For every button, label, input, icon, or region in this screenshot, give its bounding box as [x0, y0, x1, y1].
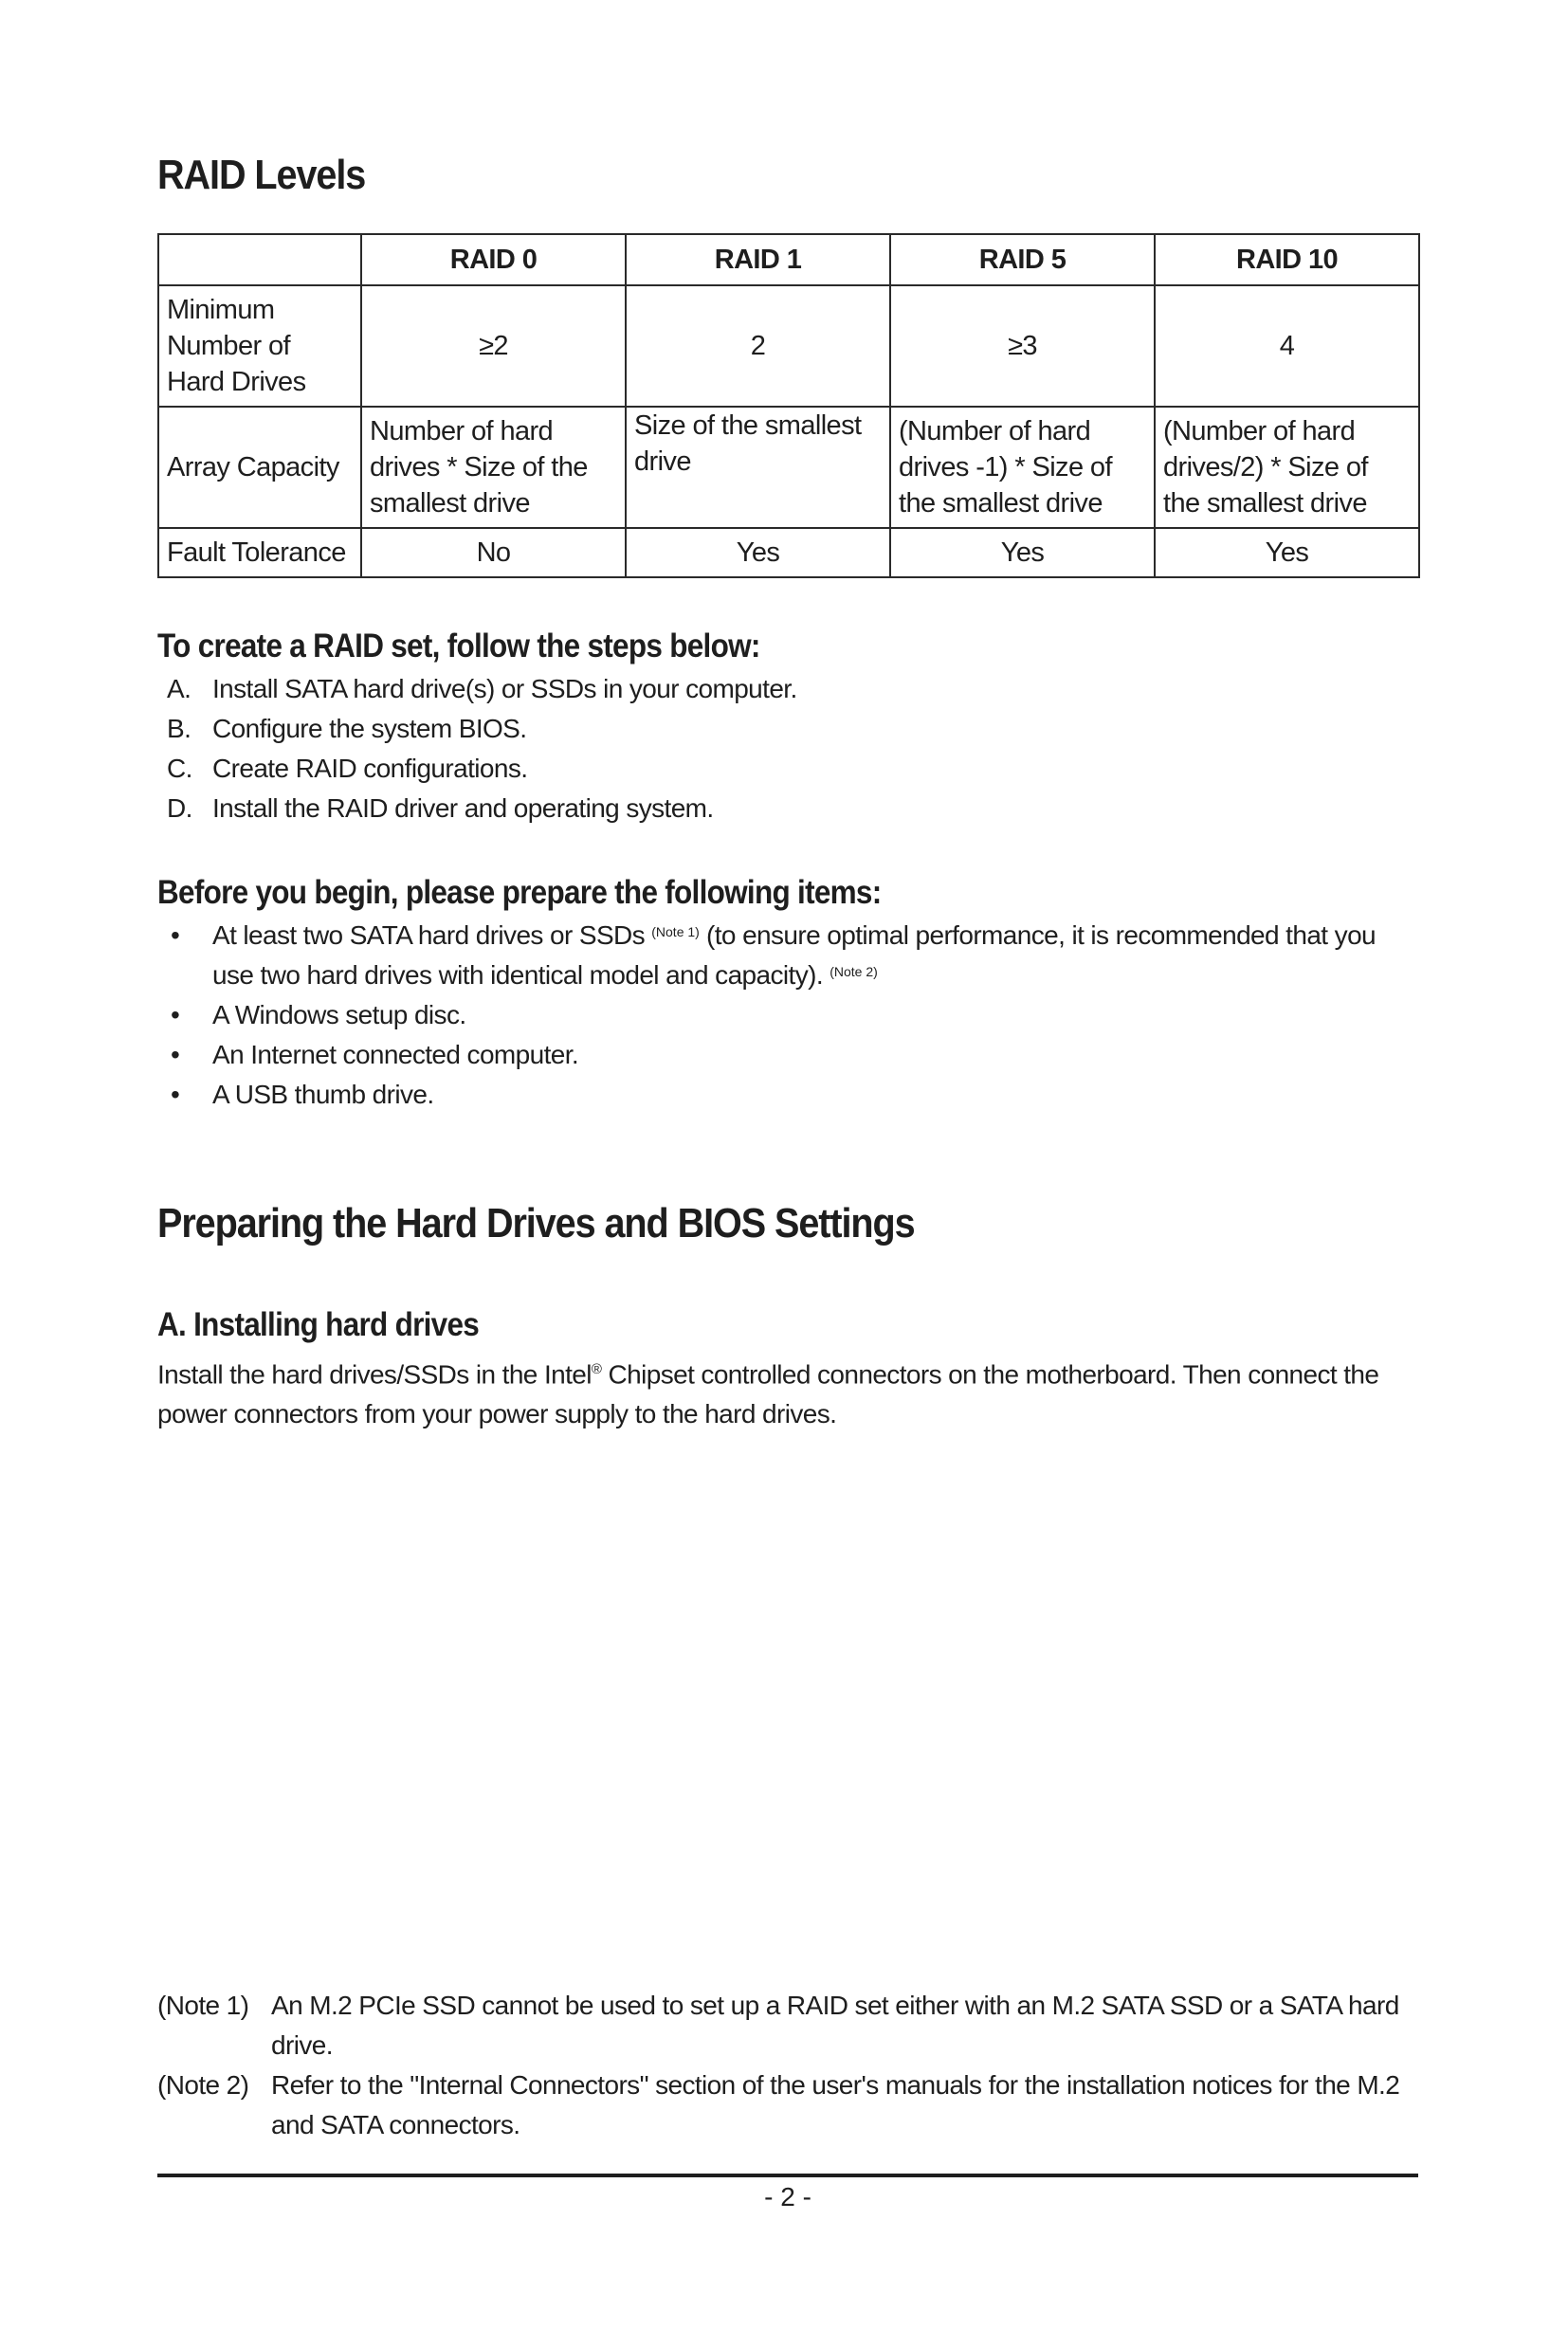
- list-item-text: At least two SATA hard drives or SSDs: [212, 920, 646, 950]
- page-number: - 2 -: [764, 2182, 811, 2211]
- list-item: [157, 749, 1418, 789]
- table-cell: 2: [626, 285, 890, 407]
- create-steps-heading: To create a RAID set, follow the steps below:: [157, 628, 760, 664]
- footnotes: [157, 1986, 1418, 2145]
- list-item: [157, 709, 1418, 749]
- list-marker: B.: [167, 714, 191, 743]
- bullet-marker: •: [171, 1080, 180, 1109]
- table-cell: 4: [1155, 285, 1419, 407]
- list-item: [157, 916, 1418, 995]
- paragraph-text: Chipset controlled connectors on the motherboard. Then connect the power connectors from your power supply to the hard drives.: [157, 1359, 1379, 1429]
- row-label: Minimum Number of Hard Drives: [158, 285, 361, 407]
- list-item-text: A USB thumb drive.: [212, 1080, 434, 1109]
- table-cell: Yes: [1155, 528, 1419, 577]
- note-reference: (Note 2): [830, 964, 878, 979]
- bullet-marker: •: [171, 920, 180, 950]
- footnote-label: (Note 1): [157, 1991, 249, 2020]
- bullet-marker: •: [171, 1000, 180, 1029]
- table-cell: ≥3: [890, 285, 1155, 407]
- list-item-text: (to ensure optimal performance, it is recommended that you use two hard drives with identical model and capacity).: [212, 920, 1377, 990]
- table-cell: No: [361, 528, 626, 577]
- bullet-marker: •: [171, 1040, 180, 1069]
- list-item-text: Install the RAID driver and operating system.: [212, 793, 714, 823]
- prepare-items-heading: Before you begin, please prepare the following items:: [157, 874, 882, 911]
- table-cell: Yes: [626, 528, 890, 577]
- footnote-item: [157, 2065, 1418, 2145]
- table-header-row: [158, 234, 1419, 285]
- list-item: [157, 789, 1418, 828]
- installing-drives-heading: A. Installing hard drives: [157, 1306, 480, 1343]
- table-header-cell: RAID 1: [626, 234, 890, 285]
- row-label: Array Capacity: [158, 407, 361, 528]
- table-cell: ≥2: [361, 285, 626, 407]
- table-row: [158, 528, 1419, 577]
- footer-divider: [157, 2174, 1418, 2177]
- preparing-section-title: Preparing the Hard Drives and BIOS Settings: [157, 1200, 915, 1246]
- footnote-item: [157, 1986, 1418, 2065]
- table-header-cell: RAID 0: [361, 234, 626, 285]
- list-item-text: Configure the system BIOS.: [212, 714, 527, 743]
- table-cell: Size of the smallest drive: [626, 407, 890, 528]
- table-header-cell: RAID 10: [1155, 234, 1419, 285]
- list-item: [157, 1035, 1418, 1075]
- list-item: [157, 995, 1418, 1035]
- raid-levels-table: [157, 233, 1420, 578]
- list-item: [157, 669, 1418, 709]
- registered-mark: ®: [591, 1361, 602, 1377]
- list-item-text: A Windows setup disc.: [212, 1000, 466, 1029]
- paragraph-text: Install the hard drives/SSDs in the Intel: [157, 1359, 592, 1390]
- table-header-cell: RAID 5: [890, 234, 1155, 285]
- table-cell: (Number of hard drives/2) * Size of the smallest drive: [1155, 407, 1419, 528]
- list-marker: D.: [167, 793, 192, 823]
- footnote-label: (Note 2): [157, 2070, 249, 2100]
- create-steps-list: [157, 669, 1418, 828]
- raid-levels-title: RAID Levels: [157, 152, 366, 198]
- table-row: [158, 407, 1419, 528]
- footnote-text: Refer to the "Internal Connectors" section of the user's manuals for the installation notices for the M.2 and SATA connectors.: [271, 2070, 1400, 2139]
- list-marker: C.: [167, 754, 192, 783]
- list-item-text: Install SATA hard drive(s) or SSDs in your computer.: [212, 674, 797, 703]
- table-cell: Yes: [890, 528, 1155, 577]
- prepare-items-list: [157, 916, 1418, 1115]
- table-row: [158, 285, 1419, 407]
- table-cell: Number of hard drives * Size of the smallest drive: [361, 407, 626, 528]
- list-item-text: An Internet connected computer.: [212, 1040, 579, 1069]
- list-item: [157, 1075, 1418, 1115]
- list-item-text: Create RAID configurations.: [212, 754, 528, 783]
- note-reference: (Note 1): [651, 924, 700, 939]
- installing-drives-paragraph: [157, 1350, 1418, 1434]
- table-header-cell: [158, 234, 361, 285]
- footnote-text: An M.2 PCIe SSD cannot be used to set up a RAID set either with an M.2 SATA SSD or a SATA hard drive.: [271, 1991, 1399, 2060]
- row-label: Fault Tolerance: [158, 528, 361, 577]
- table-cell: (Number of hard drives -1) * Size of the smallest drive: [890, 407, 1155, 528]
- list-marker: A.: [167, 674, 191, 703]
